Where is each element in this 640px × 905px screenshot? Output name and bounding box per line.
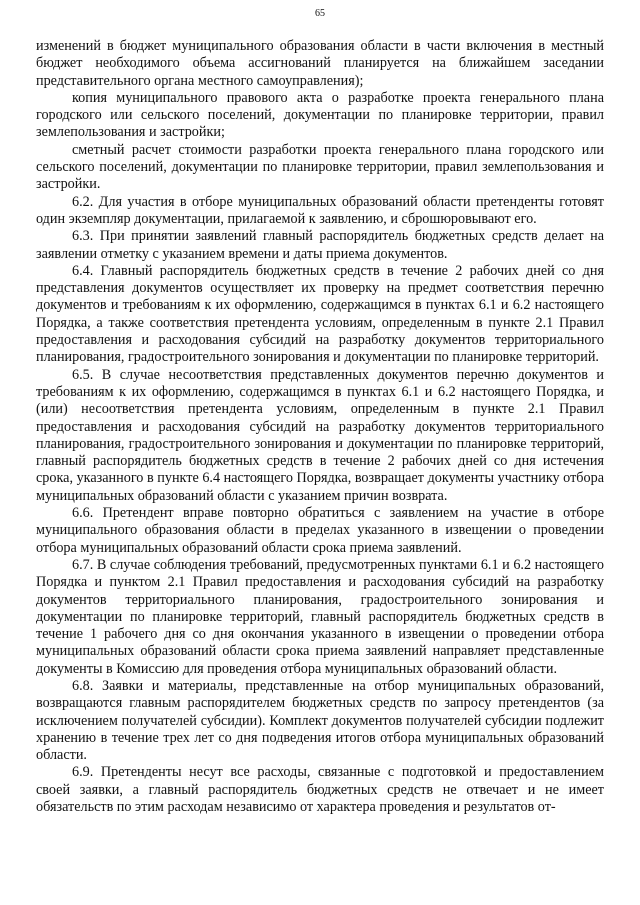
paragraph-6-4: 6.4. Главный распорядитель бюджетных средств в течение 2 рабочих дней со дня представления документов осуществляет их проверку на предмет соответствия перечню документов и требованиям к их оформлению, содержащимся в пунктах 6.1 и 6.2 настоящего Порядка, а также соответствия претендента условиям, определенным в пункте 2.1 Правил предоставления и расходования субсидий на разработку документов территориального планирования, градостроительного зонирования и документации по планировке территорий. — [36, 262, 604, 366]
paragraph-continuation: изменений в бюджет муниципального образования области в части включения в местный бюджет необходимого объема ассигнований планируется на ближайшем заседании представительного органа местного самоуправления); — [36, 38, 604, 89]
page-body — [36, 38, 604, 816]
paragraph-6-8: 6.8. Заявки и материалы, представленные на отбор муниципальных образований, возвращаются главным распорядителем бюджетных средств по запросу претендентов (за исключением получателей субсидии). Комплект документов получателей субсидии подлежит хранению в течение трех лет со дня подведения итогов отбора муниципальных образований области. — [36, 677, 604, 764]
paragraph-cost-estimate: сметный расчет стоимости разработки проекта генерального плана городского или сельского поселений, документации по планировке территории, правил землепользования и застройки. — [36, 141, 604, 193]
paragraph-6-7: 6.7. В случае соблюдения требований, предусмотренных пунктами 6.1 и 6.2 настоящего Порядка и пунктом 2.1 Правил предоставления и расходования субсидий на разработку документов территориального планирования, градостроительного зонирования и документации по планировке территорий, главный распорядитель бюджетных средств в течение 1 рабочего дня со дня окончания указанного в извещении о проведении отбора муниципальных образований области срока приема заявлений направляет представленные документы в Комиссию для проведения отбора муниципальных образований области. — [36, 556, 604, 677]
paragraph-6-5: 6.5. В случае несоответствия представленных документов перечню документов и требованиям к их оформлению, содержащимся в пунктах 6.1 и 6.2 настоящего Порядка, и (или) несоответствия претендента условиям, определенным в пункте 2.1 Правил предоставления и расходования субсидий на разработку документов территориального планирования, градостроительного зонирования и документации по планировке территорий, главный распорядитель бюджетных средств в течение 2 рабочих дней со дня истечения срока, указанного в пункте 6.4 настоящего Порядка, возвращает документы участнику отбора муниципальных образований области с указанием причин возврата. — [36, 366, 604, 504]
page-number: 65 — [315, 8, 325, 19]
paragraph-6-2: 6.2. Для участия в отборе муниципальных образований области претенденты готовят один экземпляр документации, прилагаемой к заявлению, и сброшюровывают его. — [36, 193, 604, 227]
paragraph-6-3: 6.3. При принятии заявлений главный распорядитель бюджетных средств делает на заявлении отметку с указанием времени и даты приема документов. — [36, 228, 604, 262]
paragraph-municipal-act-copy: копия муниципального правового акта о разработке проекта генерального плана городского или сельского поселений, документации по планировке территории, правил землепользования и застройки; — [36, 89, 604, 141]
paragraph-6-6: 6.6. Претендент вправе повторно обратиться с заявлением на участие в отборе муниципального образования области в пределах указанного в извещении о проведении отбора муниципальных образований области срока приема заявлений. — [36, 505, 604, 556]
paragraph-6-9: 6.9. Претенденты несут все расходы, связанные с подготовкой и предоставлением своей заявки, а главный распорядитель бюджетных средств не отвечает и не имеет обязательств по этим расходам независимо от характера проведения и результатов от- — [36, 764, 604, 816]
